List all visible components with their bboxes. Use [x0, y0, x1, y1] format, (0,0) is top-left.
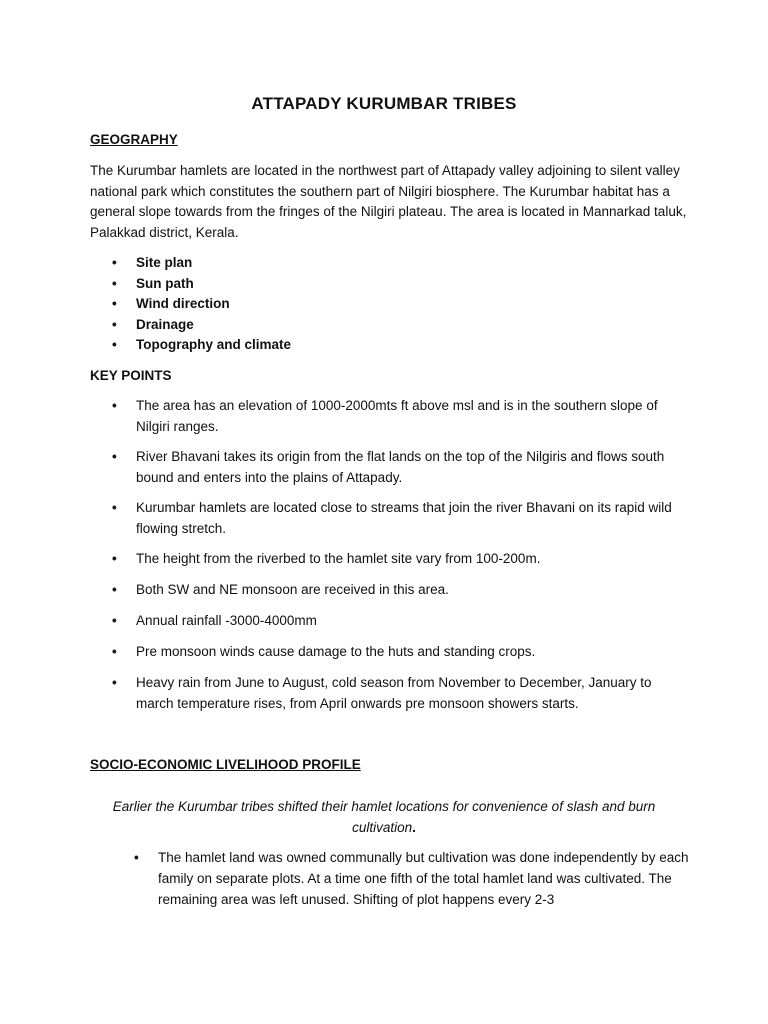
bullet-glyph: •	[112, 296, 117, 311]
list-item	[90, 447, 690, 488]
bullet-glyph: •	[112, 644, 117, 659]
geography-paragraph: The Kurumbar hamlets are located in the northwest part of Attapady valley adjoining to silent valley national park which constitutes the southern part of Nilgiri biosphere. The Kurumbar habitat has a general slope towards from the fringes of the Nilgiri plateau. The area is located in Mannarkad taluk, Palakkad district, Kerala.	[90, 163, 687, 240]
bullet-glyph: •	[112, 316, 117, 332]
bullet-glyph: •	[112, 500, 117, 515]
list-item	[90, 274, 690, 295]
list-item-text: Heavy rain from June to August, cold season from November to December, January to march temperature rises, from April onwards pre monsoon showers starts.	[136, 675, 652, 711]
list-item	[90, 396, 690, 437]
list-item-text: Drainage	[136, 316, 194, 332]
list-item-text: Site plan	[136, 255, 193, 270]
list-item	[90, 253, 690, 274]
bullet-glyph: •	[112, 275, 117, 291]
socio-list	[112, 847, 692, 910]
list-item-text: Wind direction	[136, 296, 230, 311]
geography-heading: GEOGRAPHY	[90, 132, 178, 147]
key-points-heading: KEY POINTS	[90, 368, 172, 383]
bullet-glyph: •	[112, 675, 117, 690]
bullet-glyph: •	[112, 582, 117, 597]
bullet-glyph: •	[112, 449, 117, 464]
bullet-glyph: •	[112, 337, 117, 352]
list-item	[112, 847, 692, 910]
list-item-text: Topography and climate	[136, 337, 292, 352]
list-item-text: River Bhavani takes its origin from the flat lands on the top of the Nilgiris and flows south bound and enters into the plains of Attapady.	[136, 449, 665, 485]
list-item-text: The hamlet land was owned communally but cultivation was done independently by each family on separate plots. At a time one fifth of the total hamlet land was cultivated. The remaining area was left unused. Shifting of plot happens every 2-3	[158, 850, 689, 907]
list-item-text: The height from the riverbed to the hamlet site vary from 100-200m.	[136, 551, 541, 566]
list-item-text: Pre monsoon winds cause damage to the huts and standing crops.	[136, 644, 536, 659]
list-item-text: Sun path	[136, 275, 194, 291]
bullet-glyph: •	[134, 850, 139, 865]
bullet-glyph: •	[112, 551, 117, 566]
list-item-text: Both SW and NE monsoon are received in this area.	[136, 582, 449, 597]
list-item	[90, 498, 690, 539]
socio-intro-period: .	[412, 820, 416, 835]
list-item	[90, 611, 317, 632]
list-item	[90, 335, 690, 356]
list-item	[90, 294, 690, 315]
list-item-text: The area has an elevation of 1000-2000mts ft above msl and is in the southern slope of Nilgiri ranges.	[136, 398, 658, 434]
list-item-text: Annual rainfall -3000-4000mm	[136, 613, 317, 628]
geography-list	[90, 253, 690, 356]
list-item	[90, 580, 449, 601]
bullet-glyph: •	[112, 613, 117, 628]
bullet-glyph: •	[112, 398, 117, 413]
list-item	[90, 549, 540, 570]
list-item-text: Kurumbar hamlets are located close to streams that join the river Bhavani on its rapid wild flowing stretch.	[136, 500, 672, 536]
list-item	[90, 673, 690, 714]
bullet-glyph: •	[112, 255, 117, 270]
page-title: ATTAPADY KURUMBAR TRIBES	[251, 94, 517, 113]
socio-intro-paragraph	[90, 796, 678, 838]
list-item	[90, 642, 535, 663]
socio-economic-heading: SOCIO-ECONOMIC LIVELIHOOD PROFILE	[90, 757, 361, 772]
list-item	[90, 315, 690, 336]
socio-intro-text: Earlier the Kurumbar tribes shifted their hamlet locations for convenience of slash and burn cultivation	[112, 799, 656, 835]
